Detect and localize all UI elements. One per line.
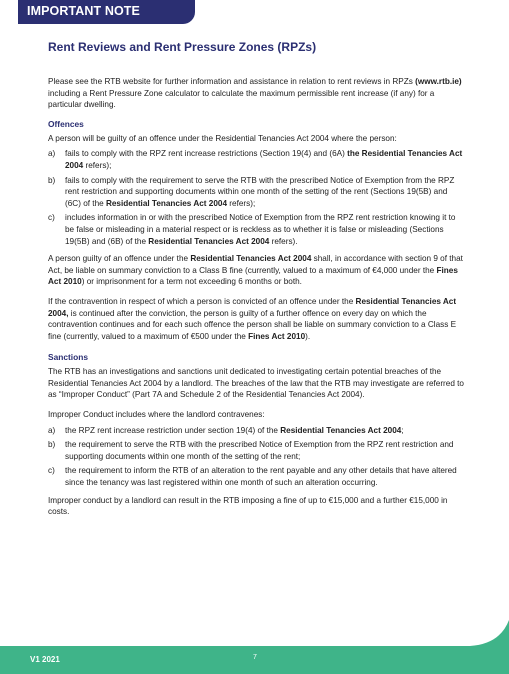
important-note-banner <box>18 0 195 24</box>
rtb-website-link[interactable]: (www.rtb.ie) <box>415 77 462 86</box>
list-item: b) the requirement to serve the RTB with the prescribed Notice of Exemption from the RPZ rent restriction and supporting documents within one month of the setting of the rent; <box>48 440 454 461</box>
banner-label: IMPORTANT NOTE <box>27 4 140 18</box>
sanctions-paragraph: The RTB has an investigations and sanctions unit dedicated to investigating certain potential breaches of the Residential Tenancies Act 2004 by a landlord. The breaches of the law that the RTB may investigate are referred to as “Improper Conduct” (Part 7A and Schedule 2 of the Residential Tenancies Act 2004). <box>48 367 464 400</box>
fine-paragraph: Improper conduct by a landlord can result in the RTB imposing a fine of up to €15,000 and a further €15,000 in costs. <box>48 495 448 517</box>
version-label: V1 2021 <box>30 655 60 664</box>
offences-list <box>48 148 464 247</box>
offences-heading: Offences <box>48 118 84 129</box>
document-body <box>48 40 464 526</box>
improper-conduct-list <box>48 425 464 489</box>
list-item: b) fails to comply with the requirement to serve the RTB with the prescribed Notice of Exemption from the RPZ rent restriction and supporting documents within one month of the setting of the rent (Sections 19(5B) and (6C) of the Residential Tenancies Act 2004 refers); <box>48 175 455 208</box>
page-number: 7 <box>253 654 257 661</box>
offences-lead: A person will be guilty of an offence under the Residential Tenancies Act 2004 where the person: <box>48 133 397 143</box>
sanctions-lead: Improper Conduct includes where the landlord contravenes: <box>48 410 265 420</box>
sanctions-heading: Sanctions <box>48 352 89 363</box>
list-item: c) the requirement to inform the RTB of an alteration to the rent payable and any other details that have altered since the tenancy was last registered within one month of such an alteration occurring. <box>48 466 457 488</box>
intro-paragraph: Please see the RTB website for further information and assistance in relation to rent reviews in RPZs (www.rtb.ie) including a Rent Pressure Zone calculator to calculate the maximum permissible rent increase (if any) for a particular dwelling. <box>48 77 462 110</box>
offences-paragraph-1: A person guilty of an offence under the Residential Tenancies Act 2004 shall, in accordance with section 9 of that Act, be liable on summary conviction to a Class B fine (currently, valued to a maximum of €4,000 under the Fines Act 2010) or imprisonment for a term not exceeding 6 months or both. <box>48 254 463 287</box>
offences-paragraph-2: If the contravention in respect of which a person is convicted of an offence under the Residential Tenancies Act 2004, is continued after the conviction, the person is guilty of a further offence on every day on which the contravention continues and for each such offence the person shall be liable on summary conviction to a Class E fine (currently, valued to a maximum of €500 under the Fines Act 2010). <box>48 296 457 341</box>
page-title: Rent Reviews and Rent Pressure Zones (RPZs) <box>48 40 317 54</box>
list-item: a) the RPZ rent increase restriction under section 19(4) of the Residential Tenancies Act 2004; <box>48 425 404 435</box>
list-item: a) fails to comply with the RPZ rent increase restrictions (Section 19(4) and (6A) the Residential Tenancies Act 2004 refers); <box>48 149 463 170</box>
list-item: c) includes information in or with the prescribed Notice of Exemption from the RPZ rent restriction knowing it to be false or misleading in a material respect or is reckless as to whether it is false or misleading (Sections 19(5B) and (6B) of the Residential Tenancies Act 2004 refers). <box>48 213 456 246</box>
